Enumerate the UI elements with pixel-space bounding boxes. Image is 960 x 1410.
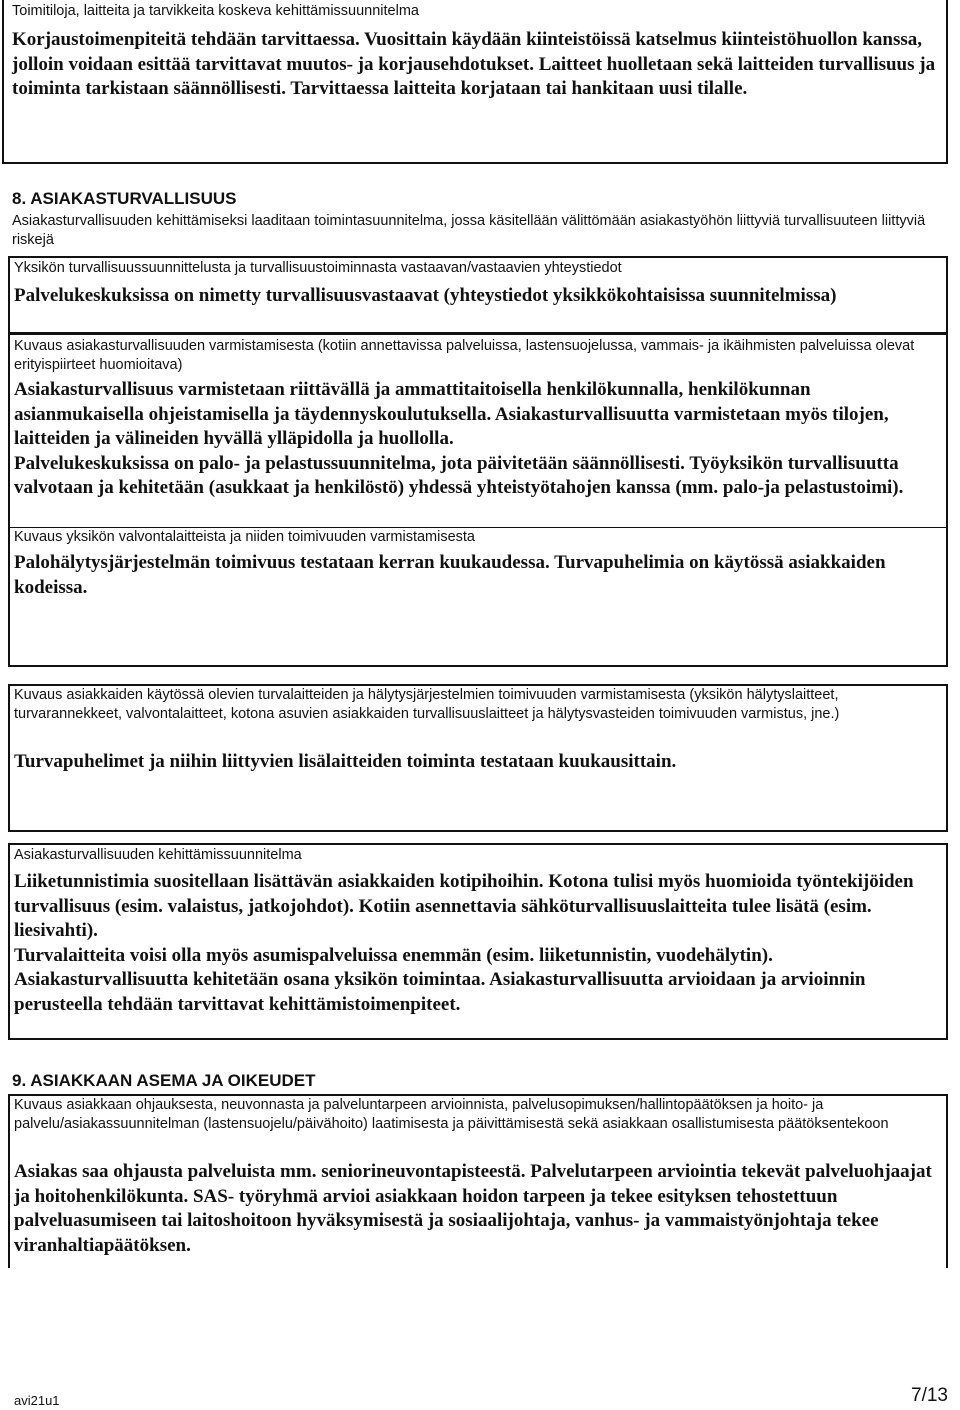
safety-assurance-label: Kuvaus asiakasturvallisuuden varmistamisesta (kotiin annettavissa palveluissa, lastensuojelussa, vammais- ja ikäihmisten palveluissa olevat erityispiirteet huomioitava) — [14, 338, 915, 373]
alarm-systems-text: Palohälytysjärjestelmän toimivuus testataan kerran kuukaudessa. Turvapuhelimia on käytössä asiakkaiden kodeissa. — [14, 552, 886, 598]
development-plan-text: Korjaustoimenpiteitä tehdään tarvittaessa. Vuosittain käydään kiinteistöissä katselmus kiinteistöhuollon kanssa, jolloin voidaan esittää tarvittavat muutos- ja korjausehdotukset. Laitteet huolletaan sekä laitteiden turvallisuus ja toiminta tarkistaan säännöllisesti. Tarvittaessa laitteita korjataan tai hankitaan uusi tilalle. — [12, 29, 936, 99]
security-contact-box — [8, 256, 948, 334]
safety-plan-paragraph: Liiketunnistimia suositellaan lisättävän asiakkaiden kotipihoihin. Kotona tulisi myös huomioida työntekijöiden turvallisuus (esim. valaistus, jatkojohdot). Kotiin asennettavia sähköturvallisuuslaitteita tulee lisätä (esim. liesivahti). — [14, 871, 914, 941]
security-contact-text: Palvelukeskuksissa on nimetty turvallisuusvastaavat (yhteystiedot yksikkökohtaisissa suunnitelmissa) — [14, 285, 837, 306]
alarm-systems-label: Kuvaus yksikön valvontalaitteista ja niiden toimivuuden varmistamisesta — [14, 529, 475, 545]
development-plan-box — [2, 0, 948, 164]
safety-assurance-paragraph: Palvelukeskuksissa on palo- ja pelastussuunnitelma, jota päivitetään säännöllisesti. Työyksikön turvallisuutta valvotaan ja kehitetään (asukkaat ja henkilöstö) yhdessä yhteistyötahojen kanssa (mm. palo-ja pelastustoimi). — [14, 452, 904, 498]
client-rights-box — [8, 1094, 948, 1268]
section-9-heading: 9. ASIAKKAAN ASEMA JA OIKEUDET — [12, 1071, 316, 1090]
client-rights-text: Asiakas saa ohjausta palveluista mm. seniorineuvontapisteestä. Palvelutarpeen arviointia tekevät palveluohjaajat ja hoitohenkilökunta. SAS- työryhmä arvioi asiakkaan hoidon tarpeen ja tekee esityksen tehostettuun palveluasumiseen tai laitoshoitoon hyväksymisestä ja sosiaalijohtaja, vanhus- ja vammaistyönjohtaja tekee viranhaltiapäätöksen. — [14, 1161, 932, 1256]
security-contact-label: Yksikön turvallisuussuunnittelusta ja turvallisuustoiminnasta vastaavan/vastaavien yhteystiedot — [14, 260, 622, 276]
safety-plan-paragraph: Turvalaitteita voisi olla myös asumispalveluissa enemmän (esim. liiketunnistin, vuodehälytin). — [14, 944, 773, 966]
safety-plan-paragraph: Asiakasturvallisuutta kehitetään osana yksikön toimintaa. Asiakasturvallisuutta arvioidaan ja arvioinnin perusteella tehdään tarvittavat kehittämistoimenpiteet. — [14, 969, 866, 1015]
safety-plan-box — [8, 843, 948, 1040]
safety-assurance-box — [8, 333, 948, 667]
section-8-intro: Asiakasturvallisuuden kehittämiseksi laaditaan toimintasuunnitelma, jossa käsitellään välittömään asiakastyöhön liittyviä turvallisuuteen liittyviä riskejä — [12, 213, 926, 248]
document-code: avi21u1 — [14, 1393, 60, 1408]
development-plan-label: Toimitiloja, laitteita ja tarvikkeita koskeva kehittämissuunnitelma — [12, 3, 419, 19]
safety-plan-label: Asiakasturvallisuuden kehittämissuunnitelma — [14, 847, 302, 863]
safety-assurance-paragraph: Asiakasturvallisuus varmistetaan riittävällä ja ammattitaitoisella henkilökunnalla, henkilökunnan asianmukaisella ohjeistamisella ja täydennyskoulutuksella. Asiakasturvallisuutta varmistetaan myös tilojen, laitteiden ja välineiden hyvällä ylläpidolla ja huollolla. — [14, 379, 889, 449]
home-safety-label: Kuvaus asiakkaiden käytössä olevien turvalaitteiden ja hälytysjärjestelmien toimivuuden varmistamisesta (yksikön hälytyslaitteet, turvarannekkeet, valvontalaitteet, kotona asuvien asiakkaiden turvallisuuslaitteet ja hälytysvasteiden toimivuuden varmistus, jne.) — [14, 687, 840, 722]
safety-plan-text — [14, 870, 939, 1017]
safety-assurance-text — [14, 378, 939, 501]
section-8-heading: 8. ASIAKASTURVALLISUUS — [12, 189, 237, 208]
page-number: 7/13 — [911, 1385, 948, 1406]
home-safety-box — [8, 684, 948, 832]
home-safety-text: Turvapuhelimet ja niihin liittyvien lisälaitteiden toiminta testataan kuukausittain. — [14, 751, 677, 772]
client-rights-label: Kuvaus asiakkaan ohjauksesta, neuvonnasta ja palveluntarpeen arvioinnista, palvelusopimuksen/hallintopäätöksen ja hoito- ja palvelu/asiakassuunnitelman (lastensuojelu/päivähoito) laatimisesta ja päivittämisestä sekä asiakkaan osallistumisesta päätöksentekoon — [14, 1097, 889, 1132]
